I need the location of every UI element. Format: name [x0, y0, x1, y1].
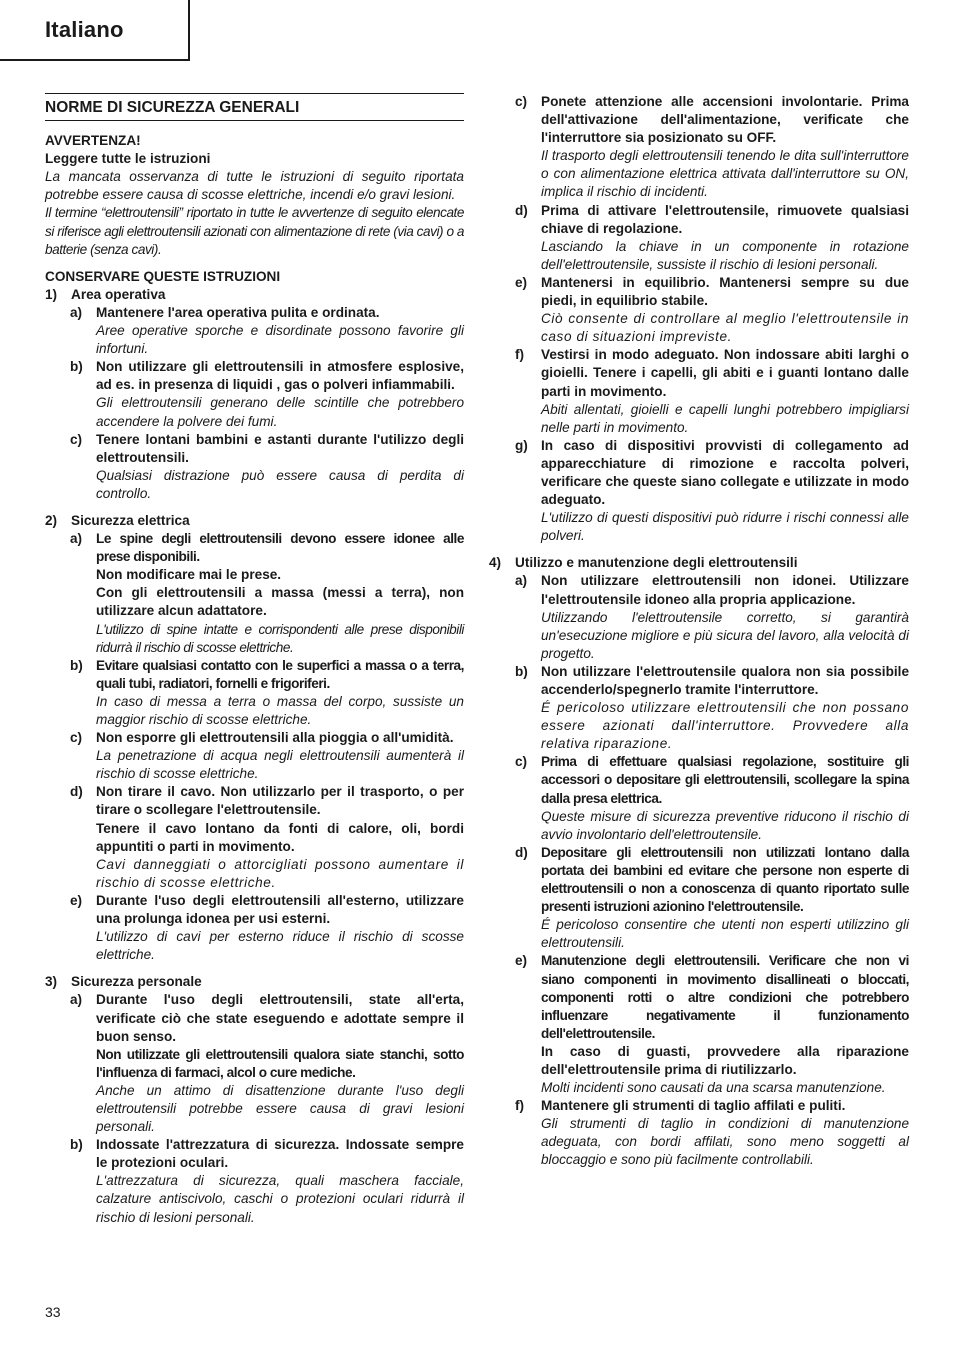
item-instruction: Vestirsi in modo adeguato. Non indossare abiti larghi o gioielli. Tenere i capelli, gli abiti e i guanti lontano dalle parti in movimento.: [541, 347, 909, 399]
item-explanation: Abiti allentati, gioielli e capelli lunghi potrebbero impigliarsi nelle parti in movimento.: [541, 401, 909, 435]
list-item: [515, 572, 909, 662]
list-item: [515, 437, 909, 546]
list-item: [70, 729, 464, 783]
list-item: [515, 93, 909, 202]
item-explanation: L'utilizzo di questi dispositivi può ridurre i rischi connessi alle polveri.: [541, 510, 909, 544]
item-explanation: La penetrazione di acqua negli elettroutensili aumenterà il rischio di scosse elettriche.: [96, 748, 464, 782]
item-instruction: Le spine degli elettroutensili devono essere idonee alle prese disponibili.: [96, 531, 464, 565]
section-number: 2): [45, 512, 58, 528]
item-label: d): [515, 202, 528, 218]
item-explanation: L'attrezzatura di sicurezza, quali maschera facciale, calzature antiscivolo, caschi o protezioni oculari ridurrà il rischio di lesioni personali.: [96, 1173, 464, 1225]
item-label: c): [515, 754, 528, 770]
item-explanation: Gli elettroutensili generano delle scintille che potrebbero accendere la polvere dei fumi.: [96, 395, 464, 429]
list-item: [515, 753, 909, 843]
list-item: [70, 530, 464, 657]
item-label: a): [515, 573, 528, 589]
item-instruction: Non utilizzate gli elettroutensili qualora siate stanchi, sotto l'influenza di farmaci, alcol o cure mediche.: [96, 1046, 464, 1080]
section-4-heading: [489, 554, 909, 572]
left-column: [45, 93, 464, 1227]
list-item: [70, 991, 464, 1136]
item-instruction: Non modificare mai le prese.: [96, 567, 282, 583]
item-label: e): [70, 892, 83, 908]
item-label: a): [70, 992, 83, 1008]
item-explanation: L'utilizzo di spine intatte e corrispondenti alle prese disponibili ridurrà il rischio di scosse elettriche.: [96, 621, 464, 655]
item-label: f): [515, 1098, 525, 1114]
item-explanation: Gli strumenti di taglio in condizioni di manutenzione adeguata, con bordi affilati, sono meno soggetti al bloccaggio e sono più facilmente controllabili.: [541, 1116, 909, 1168]
item-label: c): [70, 431, 83, 447]
item-instruction: Durante l'uso degli elettroutensili, state all'erta, verificate ciò che state eseguendo e adottate sempre il buon senso.: [96, 992, 464, 1044]
list-item: [515, 844, 909, 953]
item-instruction: Non utilizzare elettroutensili non idonei. Utilizzare l'elettroutensile idoneo alla propria applicazione.: [541, 573, 909, 607]
right-column: [489, 93, 909, 1170]
item-explanation: Anche un attimo di disattenzione durante l'uso degli elettroutensili potrebbe essere causa di gravi lesioni personali.: [96, 1082, 464, 1135]
item-explanation: Queste misure di sicurezza preventive riducono il rischio di avvio involontario dell'elettroutensile.: [541, 808, 909, 842]
warning-heading: AVVERTENZA!: [45, 133, 141, 149]
item-explanation: É pericoloso utilizzare elettroutensili che non possano essere azionati dall'interruttore. Provvedere alla relativa riparazione.: [541, 700, 909, 752]
section-title: Utilizzo e manutenzione degli elettroutensili: [515, 555, 798, 571]
item-label: b): [515, 663, 528, 679]
section-title: Sicurezza elettrica: [71, 512, 190, 528]
list-item: [515, 346, 909, 436]
language-tab: [0, 0, 190, 61]
item-instruction: Indossate l'attrezzatura di sicurezza. Indossate sempre le protezioni oculari.: [96, 1137, 464, 1171]
item-label: c): [515, 94, 528, 109]
item-instruction: Mantenere l'area operativa pulita e ordinata.: [96, 304, 380, 320]
list-item: [70, 431, 464, 503]
list-item: [515, 1097, 909, 1169]
section-3-heading: [45, 973, 464, 991]
item-explanation: Aree operative sporche e disordinate possono favorire gli infortuni.: [96, 323, 464, 357]
item-instruction: Tenere lontani bambini e astanti durante l'utilizzo degli elettroutensili.: [96, 431, 464, 465]
item-explanation: In caso di messa a terra o massa del corpo, sussiste un maggior rischio di scosse elettriche.: [96, 693, 464, 727]
item-instruction: Non utilizzare gli elettroutensili in atmosfere esplosive, ad es. in presenza di liquidi , gas o polveri infiammabili.: [96, 359, 464, 393]
section-number: 3): [45, 974, 58, 990]
item-label: d): [70, 784, 83, 800]
item-instruction: Non utilizzare l'elettroutensile qualora non sia possibile accenderlo/spegnerlo tramite l'interruttore.: [541, 663, 909, 697]
section-2-heading: [45, 512, 464, 530]
item-instruction: Tenere il cavo lontano da fonti di calore, oli, bordi appuntiti o parti in movimento.: [96, 820, 464, 854]
language-label: Italiano: [45, 17, 124, 42]
item-label: a): [70, 531, 83, 547]
item-instruction: Prima di effettuare qualsiasi regolazione, sostituire gli accessori o depositare gli elettroutensili, scollegare la spina dalla presa elettrica.: [541, 754, 909, 806]
page-number: 33: [45, 1304, 61, 1320]
section-number: 4): [489, 555, 502, 571]
item-explanation: É pericoloso consentire che utenti non esperti utilizzino gli elettroutensili.: [541, 917, 909, 951]
item-label: b): [70, 657, 83, 673]
list-item: [515, 274, 909, 346]
item-explanation: Molti incidenti sono causati da una scarsa manutenzione.: [541, 1080, 886, 1096]
warning-paragraph-1: La mancata osservanza di tutte le istruzioni di seguito riportata potrebbe essere causa di scosse elettriche, incendi e/o gravi lesioni.: [45, 169, 464, 203]
item-label: c): [70, 730, 83, 746]
item-instruction: Mantenere gli strumenti di taglio affilati e puliti.: [541, 1098, 846, 1114]
item-instruction: Depositare gli elettroutensili non utilizzati lontano dalla portata dei bambini ed evitare che persone non esperte di elettroutensili o non a conoscenza di quanto riportato sulle presenti istruzioni azionino l'elettroutensile.: [541, 844, 909, 915]
list-item: [70, 304, 464, 358]
item-label: g): [515, 437, 528, 453]
item-explanation: Il trasporto degli elettroutensili tenendo le dita sull'interruttore o con alimentazione elettrica attivata dall'interruttore su ON, implica il rischio di incidenti.: [541, 148, 909, 200]
item-instruction: Evitare qualsiasi contatto con le superfici a massa o a terra, quali tubi, radiatori, fornelli e frigoriferi.: [96, 657, 464, 691]
list-item: [70, 657, 464, 729]
section-1-heading: [45, 286, 464, 304]
warning-subheading: Leggere tutte le istruzioni: [45, 151, 211, 167]
item-explanation: Utilizzando l'elettroutensile corretto, si garantirà un'esecuzione migliore e più sicura del lavoro, alla velocità di progetto.: [541, 609, 909, 661]
warning-paragraph-2: Il termine “elettroutensili” riportato in tutte le avvertenze di seguito elencate si riferisce agli elettroutensili azionati con alimentazione di rete (via cavi) o a batterie (senza cavi).: [45, 205, 465, 257]
item-instruction: Prima di attivare l'elettroutensile, rimuovete qualsiasi chiave di regolazione.: [541, 202, 909, 236]
section-number: 1): [45, 286, 58, 302]
item-instruction: Non esporre gli elettroutensili alla pioggia o all'umidità.: [96, 730, 454, 746]
item-label: e): [515, 953, 528, 969]
list-item: [70, 358, 464, 430]
item-label: f): [515, 347, 525, 363]
list-item: [515, 202, 909, 274]
item-instruction: In caso di guasti, provvedere alla riparazione dell'elettroutensile prima di riutilizzarlo.: [541, 1043, 909, 1077]
item-explanation: Ciò consente di controllare al meglio l'elettroutensile in caso di situazioni impreviste.: [541, 311, 909, 345]
item-explanation: Cavi danneggiati o attorcigliati possono aumentare il rischio di scosse elettriche.: [96, 856, 464, 890]
list-item: [70, 1136, 464, 1226]
list-item: [515, 952, 909, 1097]
item-label: b): [70, 1137, 83, 1153]
item-instruction: Con gli elettroutensili a massa (messi a terra), non utilizzare alcun adattatore.: [96, 585, 464, 619]
item-explanation: L'utilizzo di cavi per esterno riduce il rischio di scosse elettriche.: [96, 929, 464, 963]
item-instruction: Non tirare il cavo. Non utilizzarlo per il trasporto, o per tirare o scollegare l'elettroutensile.: [96, 784, 464, 818]
section-title: Sicurezza personale: [71, 974, 202, 990]
page-title: NORME DI SICUREZZA GENERALI: [45, 93, 464, 121]
item-label: a): [70, 304, 83, 320]
item-label: e): [515, 274, 528, 290]
section-title: Area operativa: [71, 286, 166, 302]
item-label: d): [515, 844, 528, 860]
item-instruction: Durante l'uso degli elettroutensili all'esterno, utilizzare una prolunga idonea per usi esterni.: [96, 892, 464, 927]
item-instruction: Ponete attenzione alle accensioni involontarie. Prima dell'attivazione dell'alimentazione, verificate che l'interruttore sia posizionato su OFF.: [541, 94, 909, 146]
list-item: [515, 663, 909, 753]
conserve-heading: CONSERVARE QUESTE ISTRUZIONI: [45, 268, 281, 284]
item-explanation: Lasciando la chiave in un componente in rotazione dell'elettroutensile, sussiste il rischio di lesioni personali.: [541, 238, 909, 272]
list-item: [70, 892, 464, 964]
item-instruction: In caso di dispositivi provvisti di collegamento ad apparecchiature di rimozione e raccolta polveri, verificare che queste siano collegate e utilizzate in modo adeguato.: [541, 437, 909, 508]
list-item: [70, 783, 464, 892]
item-explanation: Qualsiasi distrazione può essere causa di perdita di controllo.: [96, 467, 464, 501]
item-label: b): [70, 359, 83, 375]
item-instruction: Mantenersi in equilibrio. Mantenersi sempre su due piedi, in equilibrio stabile.: [541, 274, 909, 309]
item-instruction: Manutenzione degli elettroutensili. Verificare che non vi siano componenti in movimento disallineati o bloccati, componenti rotti o altre condizioni che potrebbero influenzare negativamente il funzionamento dell'elettroutensile.: [541, 953, 909, 1041]
